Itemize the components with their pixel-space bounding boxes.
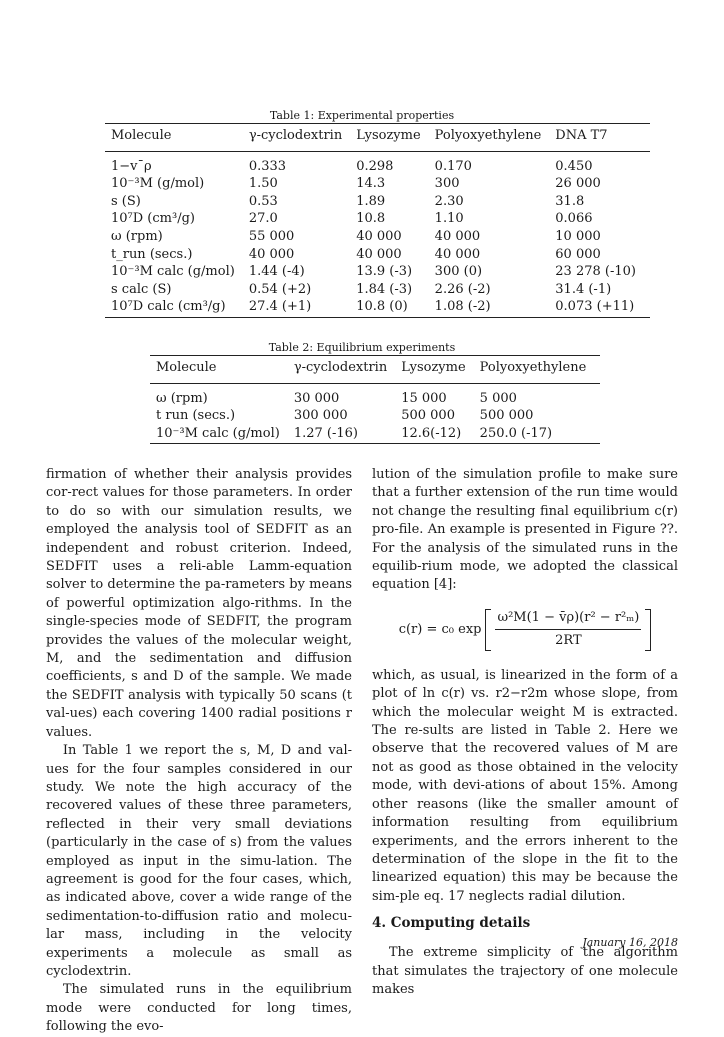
table-cell: ω (rpm)	[156, 390, 208, 406]
table-cell: 300 (0)	[434, 264, 483, 280]
paragraph: which, as usual, is linearized in the form of a plot of ln c(r) vs. r2−r2m whose slope, from which the molecular weight M is extracted. The re-sults are listed in Table 2. Here we observe that the recovered values of M are not as good as those obtained in the velocity mode, with devi-ations of about 15%. Among other reasons (like the smaller amount of information resulting from equilibrium experiments, and the errors inherent to the determination of the slope in the fit to the linearized equation) this may be because the sim-ple eq. 17 neglects radial dilution.	[372, 667, 678, 904]
paragraph: lution of the simulation profile to make sure that a further extension of the run time would not change the resulting final equilibrium c(r) pro-file. An example is presented in Figure ??. For the analysis of the simulated runs in the equilib-rium mode, we adopted the classical equation [4]:	[372, 467, 678, 593]
table-cell: 23 278 (-10)	[555, 264, 636, 280]
table1-header: γ-cyclodextrin	[248, 128, 343, 143]
table-cell: 10 000	[555, 228, 601, 244]
table-cell: 40 000	[356, 228, 402, 244]
table-cell: 10⁻³M calc (g/mol)	[156, 425, 280, 441]
table-cell: 1−v¯ρ	[111, 158, 152, 174]
table2	[150, 355, 600, 444]
table-cell: 0.066	[555, 211, 593, 227]
table-cell: 14.3	[356, 176, 386, 192]
table-cell: s (S)	[111, 193, 141, 209]
table-cell: 0.333	[248, 158, 287, 174]
table-row	[105, 246, 650, 264]
table-cell: 0.53	[248, 193, 278, 209]
table-cell: 500 000	[479, 408, 534, 424]
table1	[105, 123, 650, 318]
left-column	[46, 466, 352, 1037]
table2-header: Polyoxyethylene	[479, 360, 587, 375]
table-cell: t_run (secs.)	[111, 246, 193, 262]
table-cell: 10⁻³M calc (g/mol)	[111, 264, 235, 280]
table2-header: Molecule	[156, 360, 217, 375]
right-column	[372, 466, 678, 999]
table-cell: 10.8 (0)	[356, 299, 408, 315]
table-cell: 13.9 (-3)	[356, 264, 413, 280]
table-row	[105, 210, 650, 228]
table-row	[105, 228, 650, 246]
equation-lhs: c(r) = c₀ exp	[398, 621, 482, 637]
table2-caption: Table 2: Equilibrium experiments	[268, 341, 456, 354]
table-cell: 1.10	[434, 211, 464, 227]
table-cell: 0.54 (+2)	[248, 281, 312, 297]
table-cell: 2.30	[434, 193, 464, 209]
table-cell: s calc (S)	[111, 281, 172, 297]
table-cell: 500 000	[401, 408, 455, 424]
table-cell: 1.50	[248, 176, 278, 192]
table-cell: t run (secs.)	[156, 408, 236, 424]
table-cell: 40 000	[356, 246, 402, 262]
table-cell: 10⁷D (cm³/g)	[111, 211, 195, 227]
paragraph: In Table 1 we report the s, M, D and val-ues for the four samples considered in our study. We note the high accuracy of the recovered values of these three parameters, reflected in their very small deviations (particularly in the case of s) from the values employed as input in the simu-lation. The agreement is good for the four cases, which, as indicated above, cover a wide range of the sedimentation-to-diffusion ratio and molecu-lar mass, including in the velocity experiments a molecule as small as cyclodextrin.	[46, 743, 352, 979]
table-cell: 300	[434, 176, 460, 192]
table-cell: 60 000	[555, 246, 601, 262]
table-cell: 1.84 (-3)	[356, 281, 413, 297]
table-cell: 12.6(-12)	[401, 425, 462, 441]
table-cell: 1.89	[356, 193, 386, 209]
table-cell: 1.44 (-4)	[248, 264, 305, 280]
equation-denominator: 2RT	[555, 633, 582, 649]
table-cell: 26 000	[555, 176, 601, 192]
table-row	[105, 281, 650, 299]
table-cell: 0.298	[356, 158, 394, 174]
table-cell: 0.170	[434, 158, 472, 174]
table-row	[105, 193, 650, 211]
table-cell: 31.8	[555, 193, 585, 209]
equation-numerator: ω²M(1 − v̄ρ)(r² − r²ₘ)	[495, 609, 641, 630]
table-cell: 31.4 (-1)	[555, 281, 612, 297]
table-cell: 27.0	[248, 211, 278, 227]
table1-header: Polyoxyethylene	[434, 128, 542, 143]
table1-header: DNA T7	[555, 128, 608, 143]
table-cell: 40 000	[248, 246, 295, 262]
table-cell: 40 000	[434, 228, 481, 244]
table-cell: 55 000	[248, 228, 295, 244]
table-cell: 10⁷D calc (cm³/g)	[111, 299, 226, 315]
table-row	[105, 298, 650, 317]
table-cell: 40 000	[434, 246, 481, 262]
paragraph: The extreme simplicity of the algorithm that simulates the trajectory of one molecule makes	[372, 945, 678, 997]
table-row	[105, 175, 650, 193]
table-cell: 1.08 (-2)	[434, 299, 491, 315]
table1-header: Lysozyme	[356, 128, 421, 143]
paragraph: firmation of whether their analysis provides cor-rect values for those parameters. In order to do so with our simulation results, we employed the analysis tool of SEDFIT as an independent and robust criterion. Indeed, SEDFIT uses a reli-able Lamm-equation solver to determine the pa-rameters by means of powerful optimization algo-rithms. In the single-species mode of SEDFIT, the program provides the values of the molecular weight, M, and the sedimentation and diffusion coefficients, s and D of the sample. We made the SEDFIT analysis with typically 50 scans (t val-ues) each covering 1400 radial positions r values.	[46, 467, 352, 740]
table1-caption: Table 1: Experimental properties	[269, 109, 455, 122]
table-cell: 1.27 (-16)	[293, 425, 358, 441]
table-cell: 10.8	[356, 211, 386, 227]
table-cell: 15 000	[401, 390, 447, 406]
table-cell: 250.0 (-17)	[479, 425, 553, 441]
table-cell: 0.450	[555, 158, 593, 174]
table-cell: 5 000	[479, 390, 517, 406]
page-footer-date: January 16, 2018	[582, 936, 678, 949]
table-row	[105, 263, 650, 281]
section-heading: 4. Computing details	[372, 915, 531, 932]
paragraph: The simulated runs in the equilibrium mode were conducted for long times, following the evo-	[46, 982, 352, 1035]
table-cell: 30 000	[293, 390, 340, 406]
table2-header: Lysozyme	[401, 360, 466, 375]
table-row	[150, 425, 600, 444]
table-cell: 300 000	[293, 408, 348, 424]
table-cell: 0.073 (+11)	[555, 299, 635, 315]
table-row	[150, 407, 600, 425]
table-cell: 10⁻³M (g/mol)	[111, 176, 205, 192]
equilibrium-equation	[372, 599, 678, 661]
table-row	[105, 151, 650, 175]
table-cell: ω (rpm)	[111, 228, 163, 244]
table-row	[150, 383, 600, 407]
table2-header: γ-cyclodextrin	[293, 360, 388, 375]
table-cell: 27.4 (+1)	[248, 299, 312, 315]
table1-header: Molecule	[111, 128, 172, 143]
table-cell: 2.26 (-2)	[434, 281, 491, 297]
